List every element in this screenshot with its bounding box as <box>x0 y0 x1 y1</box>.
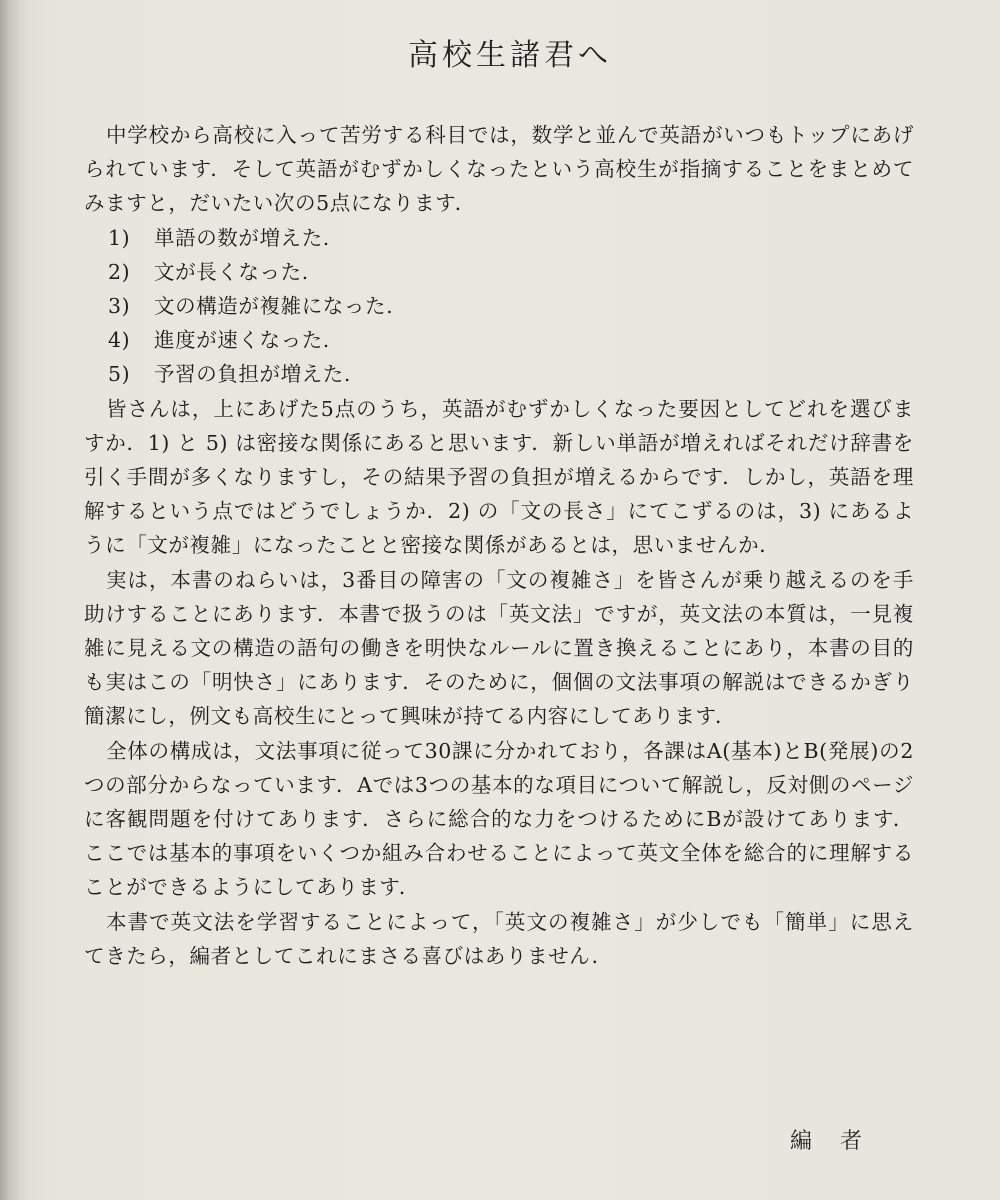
list-item-number: 4) <box>108 328 131 353</box>
list-item-text: 予習の負担が増えた. <box>154 362 352 387</box>
list-item-text: 文が長くなった. <box>154 259 309 284</box>
list-item <box>108 221 914 255</box>
paragraph-closing: 本書で英文法を学習することによって，「英文の複雑さ」が少しでも「簡単」に思えてきたら，編者としてこれにまさる喜びはありません． <box>84 909 914 968</box>
list-item-number: 1) <box>108 225 131 250</box>
list-item <box>108 289 914 323</box>
book-gutter <box>0 0 30 1200</box>
list-item-number: 2) <box>108 259 131 284</box>
list-item-text: 進度が速くなった. <box>154 328 330 353</box>
list-item-number: 5) <box>108 362 131 387</box>
list-item <box>108 357 914 391</box>
difficulty-list <box>84 221 914 392</box>
paragraph-aim: 実は，本書のねらいは，3番目の障害の「文の複雑さ」を皆さんが乗り越えるのを手助けすることにあります．本書で扱うのは「英文法」ですが，英文法の本質は，一見複雑に見える文の構造の語句の働きを明快なルールに置き換えることにあり，本書の目的も実はこの「明快さ」にあります．そのために，個個の文法事項の解説はできるかぎり簡潔にし，例文も高校生にとって興味が持てる内容にしてあります． <box>84 567 914 729</box>
list-item-text: 文の構造が複雑になった. <box>154 294 394 319</box>
paragraph-question: 皆さんは，上にあげた5点のうち，英語がむずかしくなった要因としてどれを選びますか．1) と 5) は密接な関係にあると思います．新しい単語が増えればそれだけ辞書を引く手間が多くなりますし，その結果予習の負担が増えるからです．しかし，英語を理解するという点ではどうでしょうか．2) の「文の長さ」にてこずるのは，3) にあるように「文が複雑」になったことと密接な関係があるとは，思いませんか． <box>84 396 914 558</box>
editor-signature: 編者 <box>790 1129 891 1154</box>
list-item-number: 3) <box>108 294 131 319</box>
page-title: 高校生諸君へ <box>408 38 612 73</box>
paragraph-intro: 中学校から高校に入って苦労する科目では，数学と並んで英語がいつもトップにあげられています．そして英語がむずかしくなったという高校生が指摘することをまとめてみますと，だいたい次の5点になります． <box>84 123 914 216</box>
list-item-text: 単語の数が増えた. <box>154 225 330 250</box>
body-text <box>84 118 914 973</box>
list-item <box>108 323 914 357</box>
paragraph-structure: 全体の構成は，文法事項に従って30課に分かれており，各課はA(基本)とB(発展)の2つの部分からなっています．Aでは3つの基本的な項目について解説し，反対側のページに客観問題を付けてあります．さらに総合的な力をつけるためにBが設けてあります．ここでは基本的事項をいくつか組み合わせることによって英文全体を総合的に理解することができるようにしてあります． <box>84 738 914 900</box>
list-item <box>108 255 914 289</box>
